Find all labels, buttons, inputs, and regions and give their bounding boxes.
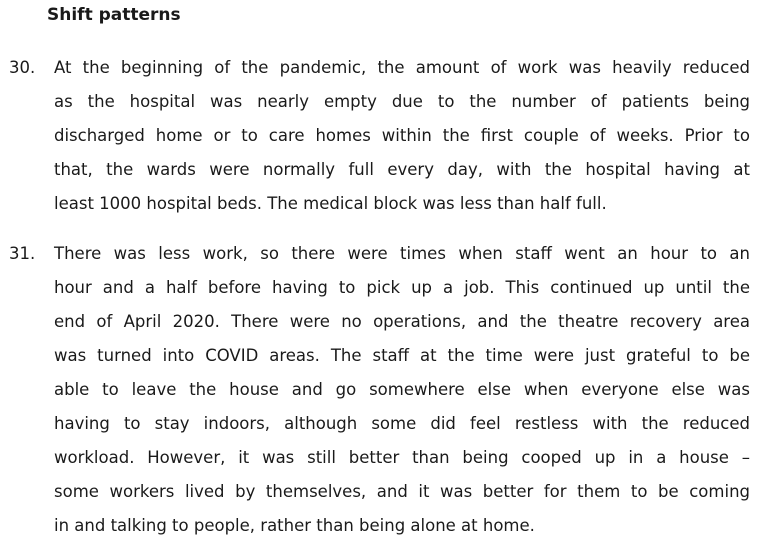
paragraph-line: least 1000 hospital beds. The medical block was less than half full. [54,194,607,213]
paragraph-number: 30. [9,58,36,77]
paragraph-line: was turned into COVID areas. The staff at the time were just grateful to be [54,346,750,365]
section-heading: Shift patterns [47,5,181,25]
paragraph-line: discharged home or to care homes within the first couple of weeks. Prior to [54,126,750,145]
paragraph-line: There was less work, so there were times when staff went an hour to an [54,244,750,263]
paragraph-line: able to leave the house and go somewhere else when everyone else was [54,380,750,399]
paragraph-line: having to stay indoors, although some did feel restless with the reduced [54,414,750,433]
paragraph-line: some workers lived by themselves, and it was better for them to be coming [54,482,750,501]
paragraph-line: hour and a half before having to pick up a job. This continued up until the [54,278,750,297]
paragraph-line: At the beginning of the pandemic, the amount of work was heavily reduced [54,58,750,77]
paragraph-line: workload. However, it was still better than being cooped up in a house – [54,448,750,467]
paragraph-number: 31. [9,244,36,263]
paragraph-line: as the hospital was nearly empty due to the number of patients being [54,92,750,111]
paragraph-line: in and talking to people, rather than being alone at home. [54,516,535,535]
paragraph-line: that, the wards were normally full every day, with the hospital having at [54,160,750,179]
paragraph-line: end of April 2020. There were no operations, and the theatre recovery area [54,312,750,331]
